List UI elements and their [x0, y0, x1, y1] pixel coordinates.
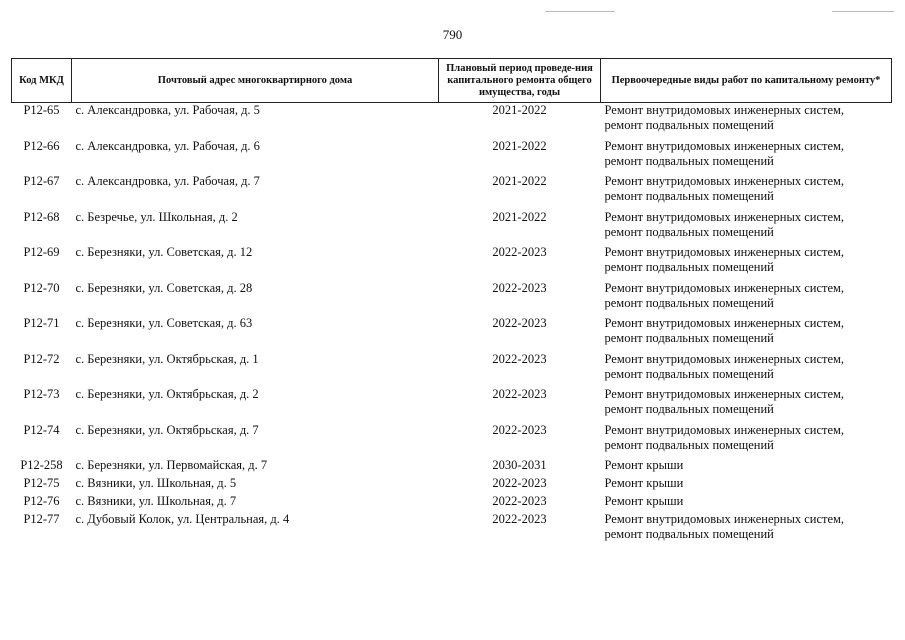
- cell-period: 2021-2022: [492, 138, 547, 153]
- cell-address: с. Вязники, ул. Школьная, д. 5: [75, 476, 237, 490]
- work-line: Ремонт крыши: [604, 494, 684, 508]
- cell-code: Р12-67: [23, 174, 60, 188]
- work-line: Ремонт крыши: [604, 458, 684, 472]
- cell-period: 2022-2023: [492, 387, 547, 401]
- cell-period: 2022-2023: [492, 494, 547, 508]
- table-header-row: [12, 59, 892, 103]
- table-row: [12, 210, 892, 246]
- table-row: [12, 423, 892, 459]
- cell-address: с. Дубовый Колок, ул. Центральная, д. 4: [75, 512, 290, 526]
- work-line: Ремонт внутридомовых инженерных систем,: [604, 245, 845, 259]
- cell-period: 2030-2031: [492, 458, 547, 472]
- cell-works: [601, 281, 892, 317]
- header-works: Первоочередные виды работ по капитальному ремонту*: [601, 59, 892, 103]
- cell-address: с. Александровка, ул. Рабочая, д. 6: [75, 138, 260, 153]
- cell-address: с. Березняки, ул. Октябрьская, д. 2: [75, 387, 259, 401]
- work-line: ремонт подвальных помещений: [604, 402, 774, 416]
- cell-works: [601, 139, 892, 175]
- registry-table: [11, 58, 892, 548]
- cell-code: Р12-77: [23, 512, 60, 526]
- cell-address: с. Александровка, ул. Рабочая, д. 5: [75, 103, 260, 117]
- cell-works: [601, 423, 892, 459]
- cell-works: [601, 512, 892, 548]
- cell-works: [601, 494, 892, 512]
- cell-code: Р12-69: [23, 245, 60, 259]
- table-row: [12, 245, 892, 281]
- table-row: [12, 281, 892, 317]
- table-row: [12, 458, 892, 476]
- work-line: Ремонт крыши: [604, 476, 684, 490]
- table-row: [12, 103, 892, 139]
- work-line: Ремонт внутридомовых инженерных систем,: [604, 138, 845, 153]
- cell-works: [601, 103, 892, 139]
- work-line: Ремонт внутридомовых инженерных систем,: [604, 103, 845, 117]
- cell-code: Р12-66: [23, 138, 60, 153]
- table-row: [12, 387, 892, 423]
- cell-code: Р12-70: [23, 280, 60, 295]
- table-body: [12, 103, 892, 548]
- work-line: ремонт подвальных помещений: [604, 437, 774, 452]
- work-line: Ремонт внутридомовых инженерных систем,: [604, 387, 845, 401]
- cell-address: с. Вязники, ул. Школьная, д. 7: [75, 494, 237, 508]
- cell-period: 2022-2023: [492, 351, 547, 366]
- work-line: Ремонт внутридомовых инженерных систем,: [604, 351, 845, 366]
- work-line: Ремонт внутридомовых инженерных систем,: [604, 512, 845, 526]
- work-line: ремонт подвальных помещений: [604, 118, 774, 132]
- cell-works: [601, 352, 892, 388]
- work-line: Ремонт внутридомовых инженерных систем,: [604, 422, 845, 437]
- cell-works: [601, 476, 892, 494]
- cell-works: [601, 387, 892, 423]
- cell-works: [601, 245, 892, 281]
- cell-code: Р12-71: [23, 316, 60, 330]
- cell-address: с. Безречье, ул. Школьная, д. 2: [75, 209, 238, 224]
- cell-period: 2022-2023: [492, 316, 547, 330]
- cell-address: с. Березняки, ул. Советская, д. 63: [75, 316, 253, 330]
- work-line: ремонт подвальных помещений: [604, 366, 774, 381]
- cell-period: 2021-2022: [492, 174, 547, 188]
- cell-code: Р12-68: [23, 209, 60, 224]
- work-line: Ремонт внутридомовых инженерных систем,: [604, 174, 845, 188]
- cell-works: [601, 210, 892, 246]
- cell-period: 2022-2023: [492, 422, 547, 437]
- cell-period: 2022-2023: [492, 245, 547, 259]
- cell-code: Р12-76: [23, 494, 60, 508]
- cell-address: с. Александровка, ул. Рабочая, д. 7: [75, 174, 260, 188]
- cell-address: с. Березняки, ул. Октябрьская, д. 7: [75, 422, 259, 437]
- work-line: Ремонт внутридомовых инженерных систем,: [604, 209, 845, 224]
- header-code: Код МКД: [12, 59, 72, 103]
- work-line: ремонт подвальных помещений: [604, 527, 774, 541]
- cell-works: [601, 174, 892, 210]
- scan-artifact-left: [545, 11, 615, 12]
- cell-works: [601, 316, 892, 352]
- cell-code: Р12-72: [23, 351, 60, 366]
- table-row: [12, 352, 892, 388]
- work-line: Ремонт внутридомовых инженерных систем,: [604, 280, 845, 295]
- cell-code: Р12-73: [23, 387, 60, 401]
- work-line: ремонт подвальных помещений: [604, 224, 774, 239]
- table-row: [12, 316, 892, 352]
- work-line: ремонт подвальных помещений: [604, 153, 774, 168]
- work-line: ремонт подвальных помещений: [604, 260, 774, 274]
- work-line: ремонт подвальных помещений: [604, 331, 774, 345]
- table-row: [12, 494, 892, 512]
- cell-address: с. Березняки, ул. Первомайская, д. 7: [75, 458, 268, 472]
- cell-period: 2022-2023: [492, 476, 547, 490]
- cell-period: 2021-2022: [492, 103, 547, 117]
- cell-code: Р12-74: [23, 422, 60, 437]
- cell-period: 2022-2023: [492, 280, 547, 295]
- cell-address: с. Березняки, ул. Советская, д. 28: [75, 280, 253, 295]
- cell-address: с. Березняки, ул. Советская, д. 12: [75, 245, 253, 259]
- work-line: ремонт подвальных помещений: [604, 295, 774, 310]
- cell-code: Р12-258: [20, 458, 63, 472]
- table-row: [12, 512, 892, 548]
- scan-artifact-right: [832, 11, 894, 12]
- work-line: ремонт подвальных помещений: [604, 189, 774, 203]
- cell-code: Р12-75: [23, 476, 60, 490]
- table-row: [12, 139, 892, 175]
- cell-period: 2022-2023: [492, 512, 547, 526]
- cell-period: 2021-2022: [492, 209, 547, 224]
- cell-code: Р12-65: [23, 103, 60, 117]
- work-line: Ремонт внутридомовых инженерных систем,: [604, 316, 845, 330]
- page-number: 790: [442, 27, 463, 42]
- header-period: Плановый период проведе-ния капитального ремонта общего имущества, годы: [439, 59, 601, 103]
- cell-address: с. Березняки, ул. Октябрьская, д. 1: [75, 351, 259, 366]
- cell-works: [601, 458, 892, 476]
- table-row: [12, 174, 892, 210]
- table-row: [12, 476, 892, 494]
- header-address: Почтовый адрес многоквартирного дома: [72, 59, 439, 103]
